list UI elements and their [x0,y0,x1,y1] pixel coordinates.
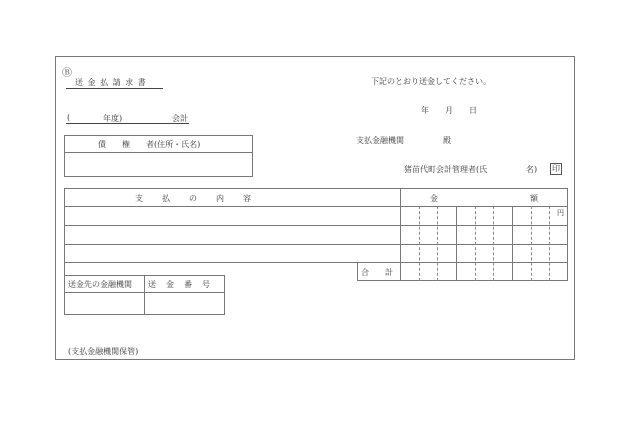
creditor-header: 債 権 者(住所・氏名) [98,140,201,149]
honorific: 殿 [443,136,451,145]
amount-header-2: 額 [530,194,538,203]
instruction-text: 下記のとおり送金してください。 [371,77,491,86]
remit-no-header: 送 金 番 号 [148,280,211,289]
amount-header-1: 金 [430,194,438,203]
content-rows[interactable] [65,207,400,262]
total-label: 合 計 [361,268,393,277]
dest-bank-input[interactable] [65,293,144,314]
manager-label: 猪苗代町会計管理者(氏 [404,165,488,174]
creditor-input[interactable] [65,153,252,176]
date-field[interactable]: 年 月 日 [421,106,477,115]
payer-bank-label: 支払金融機関 [356,136,404,145]
seal-icon: 印 [552,164,560,173]
remit-no-input[interactable] [145,293,224,314]
amount-cells[interactable] [401,207,568,280]
fiscal-year-open: ( [67,113,71,122]
content-header: 支 払 の 内 容 [135,194,252,203]
dest-bank-header: 送金先の金融機関 [68,280,132,289]
fiscal-year-label: 年度) [103,114,123,123]
form-title: 送 金 払 請 求 書 [75,78,147,87]
account-label: 会計 [172,114,188,123]
yen-unit: 円 [557,209,564,217]
form-mark: Ⓑ [62,68,72,79]
footer-note: (支払金融機関保管) [68,347,139,356]
manager-name-end: 名) [526,165,538,174]
